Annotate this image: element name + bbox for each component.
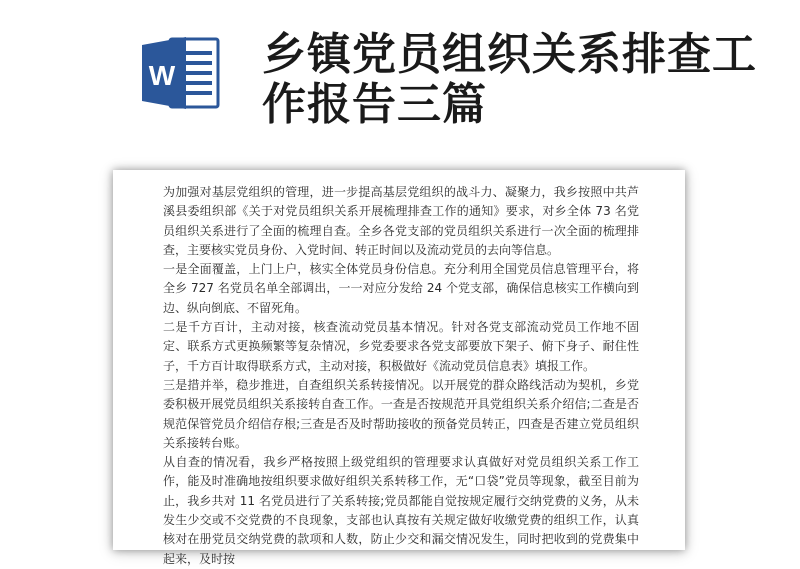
paragraph-2: 一是全面覆盖，上门上户，核实全体党员身份信息。充分利用全国党员信息管理平台，将全乡 727 名党员名单全部调出，一一对应分发给 24 个党支部，确保信息核实工作横向到边、纵向倒底、不留死角。 [163,262,639,315]
paragraph-1: 为加强对基层党组织的管理，进一步提高基层党组织的战斗力、凝聚力，我乡按照中共芦溪县委组织部《关于对党员组织关系开展梳理排查工作的通知》要求，对乡全体 73 名党员组织关系进行了全面的梳理自查。全乡各党支部的党员组织关系进行一次全面的梳理排查，主要核实党员身份、入党时间、转正时间以及流动党员的去向等信息。 [163,185,639,257]
paragraph-4: 三是措并举，稳步推进，自查组织关系转接情况。以开展党的群众路线活动为契机，乡党委积极开展党员组织关系接转自查工作。一查是否按规范开具党组织关系介绍信;二查是否规范保管党员介绍信存根;三查是否及时帮助接收的预备党员转正，四查是否建立党员组织关系接转台账。 [163,377,639,450]
document-page [113,170,685,566]
header [0,0,800,150]
document-body [163,183,639,569]
page-title: 乡镇党员组织关系排查工作报告三篇 [262,29,757,130]
word-document-icon [142,35,220,111]
paragraph-5: 从自查的情况看，我乡严格按照上级党组织的管理要求认真做好对党员组织关系工作工作，能及时准确地按组织要求做好组织关系转移工作，无“口袋”党员等现象，截至目前为止，我乡共对 11 名党员进行了关系转接;党员都能自觉按规定履行交纳党费的义务，从未发生少交或不交党费的不良现象，支部也认真按有关规定做好收缴党费的组织工作，认真核对在册党员交纳党费的款项和人数，防止少交和漏交情况发生，同时把收到的党费集中起来，及时按 [163,455,639,566]
paragraph-3: 二是千方百计，主动对接，核查流动党员基本情况。针对各党支部流动党员工作地不固定、联系方式更换频繁等复杂情况，乡党委要求各党支部要放下架子、俯下身子、耐住性子，千方百计取得联系方式，主动对接，积极做好《流动党员信息表》填报工作。 [163,320,639,373]
word-icon-letter: W [148,60,176,91]
